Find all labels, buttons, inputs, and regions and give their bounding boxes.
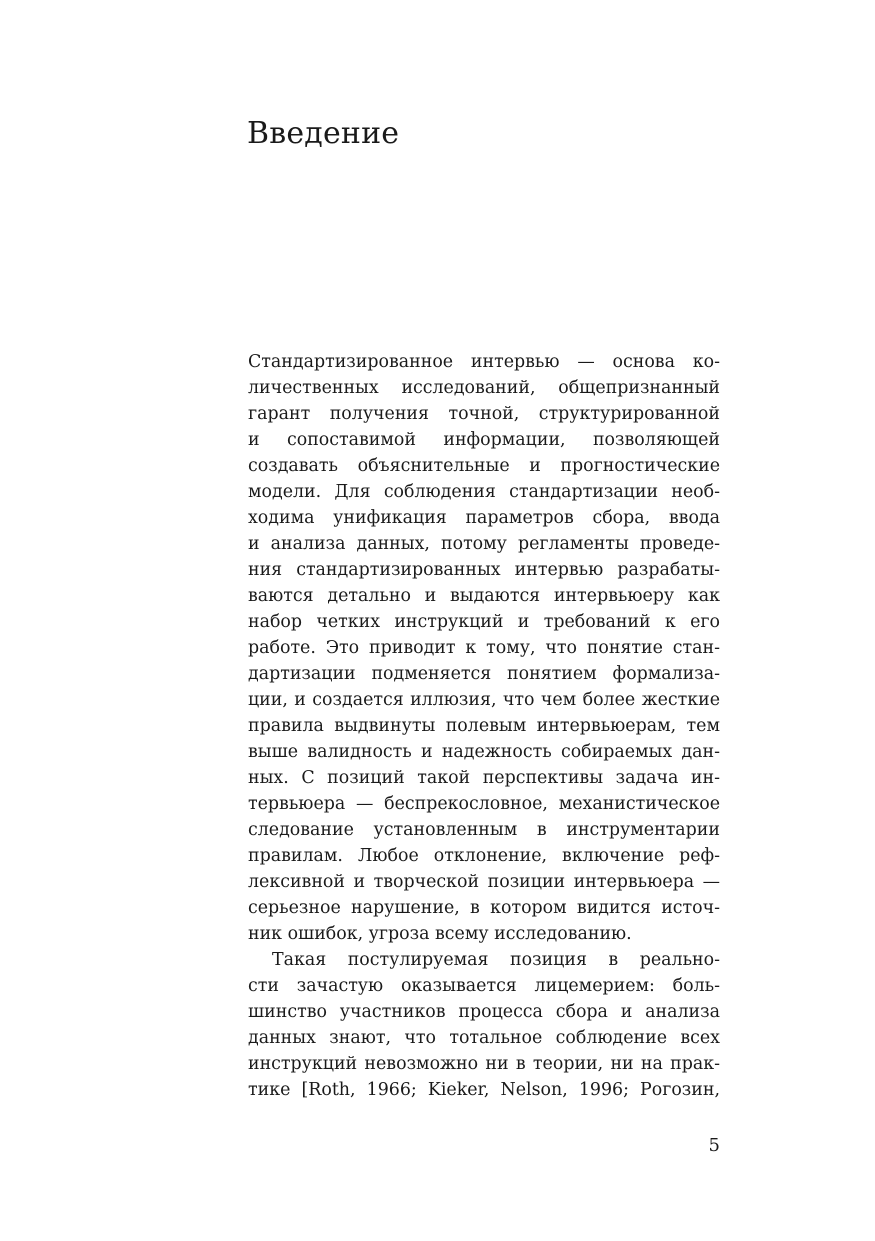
text-line: следование установленным в инструментарии [248, 820, 720, 840]
text-line: гарант получения точной, структурированной [248, 404, 720, 424]
text-line: работе. Это приводит к тому, что понятие стан- [248, 638, 720, 658]
text-line: лексивной и творческой позиции интервьюера — [248, 872, 720, 892]
text-line: ходима унификация параметров сбора, ввода [248, 508, 720, 528]
text-line: и сопоставимой информации, позволяющей [248, 430, 720, 450]
text-line: и анализа данных, потому регламенты проведе- [248, 534, 720, 554]
text-line: выше валидность и надежность собираемых дан- [248, 742, 720, 762]
text-line: модели. Для соблюдения стандартизации необ- [248, 482, 720, 502]
text-line: ник ошибок, угроза всему исследованию. [248, 924, 632, 944]
text-line: личественных исследований, общепризнанный [248, 378, 720, 398]
text-line: ных. С позиций такой перспективы задача ин- [248, 768, 720, 788]
paragraph-1 [248, 349, 720, 947]
text-line: тервьюера — беспрекословное, механистическое [248, 794, 720, 814]
text-line: ваются детально и выдаются интервьюеру как [248, 586, 720, 606]
text-line: Стандартизированное интервью — основа ко- [248, 352, 720, 372]
text-line: инструкций невозможно ни в теории, ни на прак- [248, 1054, 720, 1074]
paragraph-2 [248, 947, 720, 1103]
text-line: набор четких инструкций и требований к его [248, 612, 720, 632]
text-line: Такая постулируемая позиция в реально- [272, 950, 720, 970]
text-line: сти зачастую оказывается лицемерием: боль- [248, 976, 720, 996]
text-line: данных знают, что тотальное соблюдение всех [248, 1028, 720, 1048]
chapter-title: Введение [247, 116, 400, 151]
text-line: создавать объяснительные и прогностические [248, 456, 720, 476]
text-line: ции, и создается иллюзия, что чем более жесткие [248, 690, 720, 710]
text-line: серьезное нарушение, в котором видится источ- [248, 898, 720, 918]
text-line: правилам. Любое отклонение, включение реф- [248, 846, 720, 866]
body-text [248, 349, 720, 1103]
text-line: шинство участников процесса сбора и анализа [248, 1002, 720, 1022]
page-number: 5 [708, 1135, 720, 1156]
text-line: тике [Roth, 1966; Kieker, Nelson, 1996; Рогозин, [248, 1080, 720, 1100]
text-line: правила выдвинуты полевым интервьюерам, тем [248, 716, 720, 736]
text-line: дартизации подменяется понятием формализа- [248, 664, 720, 684]
text-line: ния стандартизированных интервью разрабаты- [248, 560, 720, 580]
